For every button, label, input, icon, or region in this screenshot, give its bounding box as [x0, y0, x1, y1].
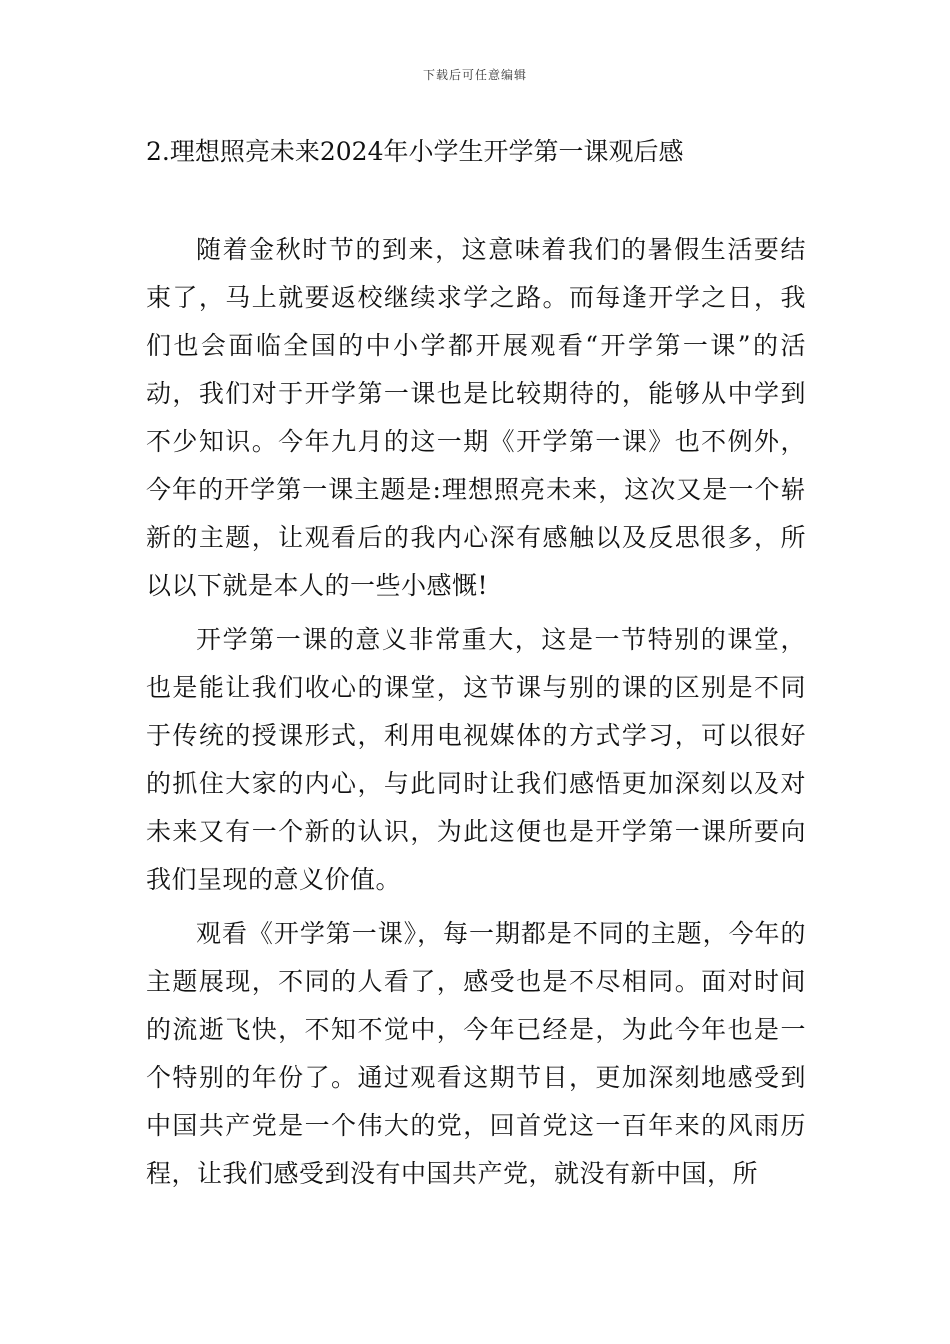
document-body [146, 226, 806, 1204]
paragraph-2: 开学第一课的意义非常重大，这是一节特别的课堂，也是能让我们收心的课堂，这节课与别的课的区别是不同于传统的授课形式，利用电视媒体的方式学习，可以很好的抓住大家的内心，与此同时让我们感悟更加深刻以及对未来又有一个新的认识，为此这便也是开学第一课所要向我们呈现的意义价值。 [146, 625, 806, 894]
document-title: 2.理想照亮未来2024年小学生开学第一课观后感 [146, 137, 684, 166]
page-header-note: 下载后可任意编辑 [422, 68, 527, 82]
paragraph-3: 观看《开学第一课》，每一期都是不同的主题，今年的主题展现，不同的人看了，感受也是不尽相同。面对时间的流逝飞快，不知不觉中，今年已经是，为此今年也是一个特别的年份了。通过观看这期节目，更加深刻地感受到中国共产党是一个伟大的党，回首党这一百年来的风雨历程，让我们感受到没有中国共产党，就没有新中国，所 [146, 919, 806, 1188]
paragraph-1: 随着金秋时节的到来，这意味着我们的暑假生活要结束了，马上就要返校继续求学之路。而每逢开学之日，我们也会面临全国的中小学都开展观看“开学第一课”的活动，我们对于开学第一课也是比较期待的，能够从中学到不少知识。今年九月的这一期《开学第一课》也不例外，今年的开学第一课主题是:理想照亮未来，这次又是一个崭新的主题，让观看后的我内心深有感触以及反思很多，所以以下就是本人的一些小感慨! [146, 235, 806, 600]
